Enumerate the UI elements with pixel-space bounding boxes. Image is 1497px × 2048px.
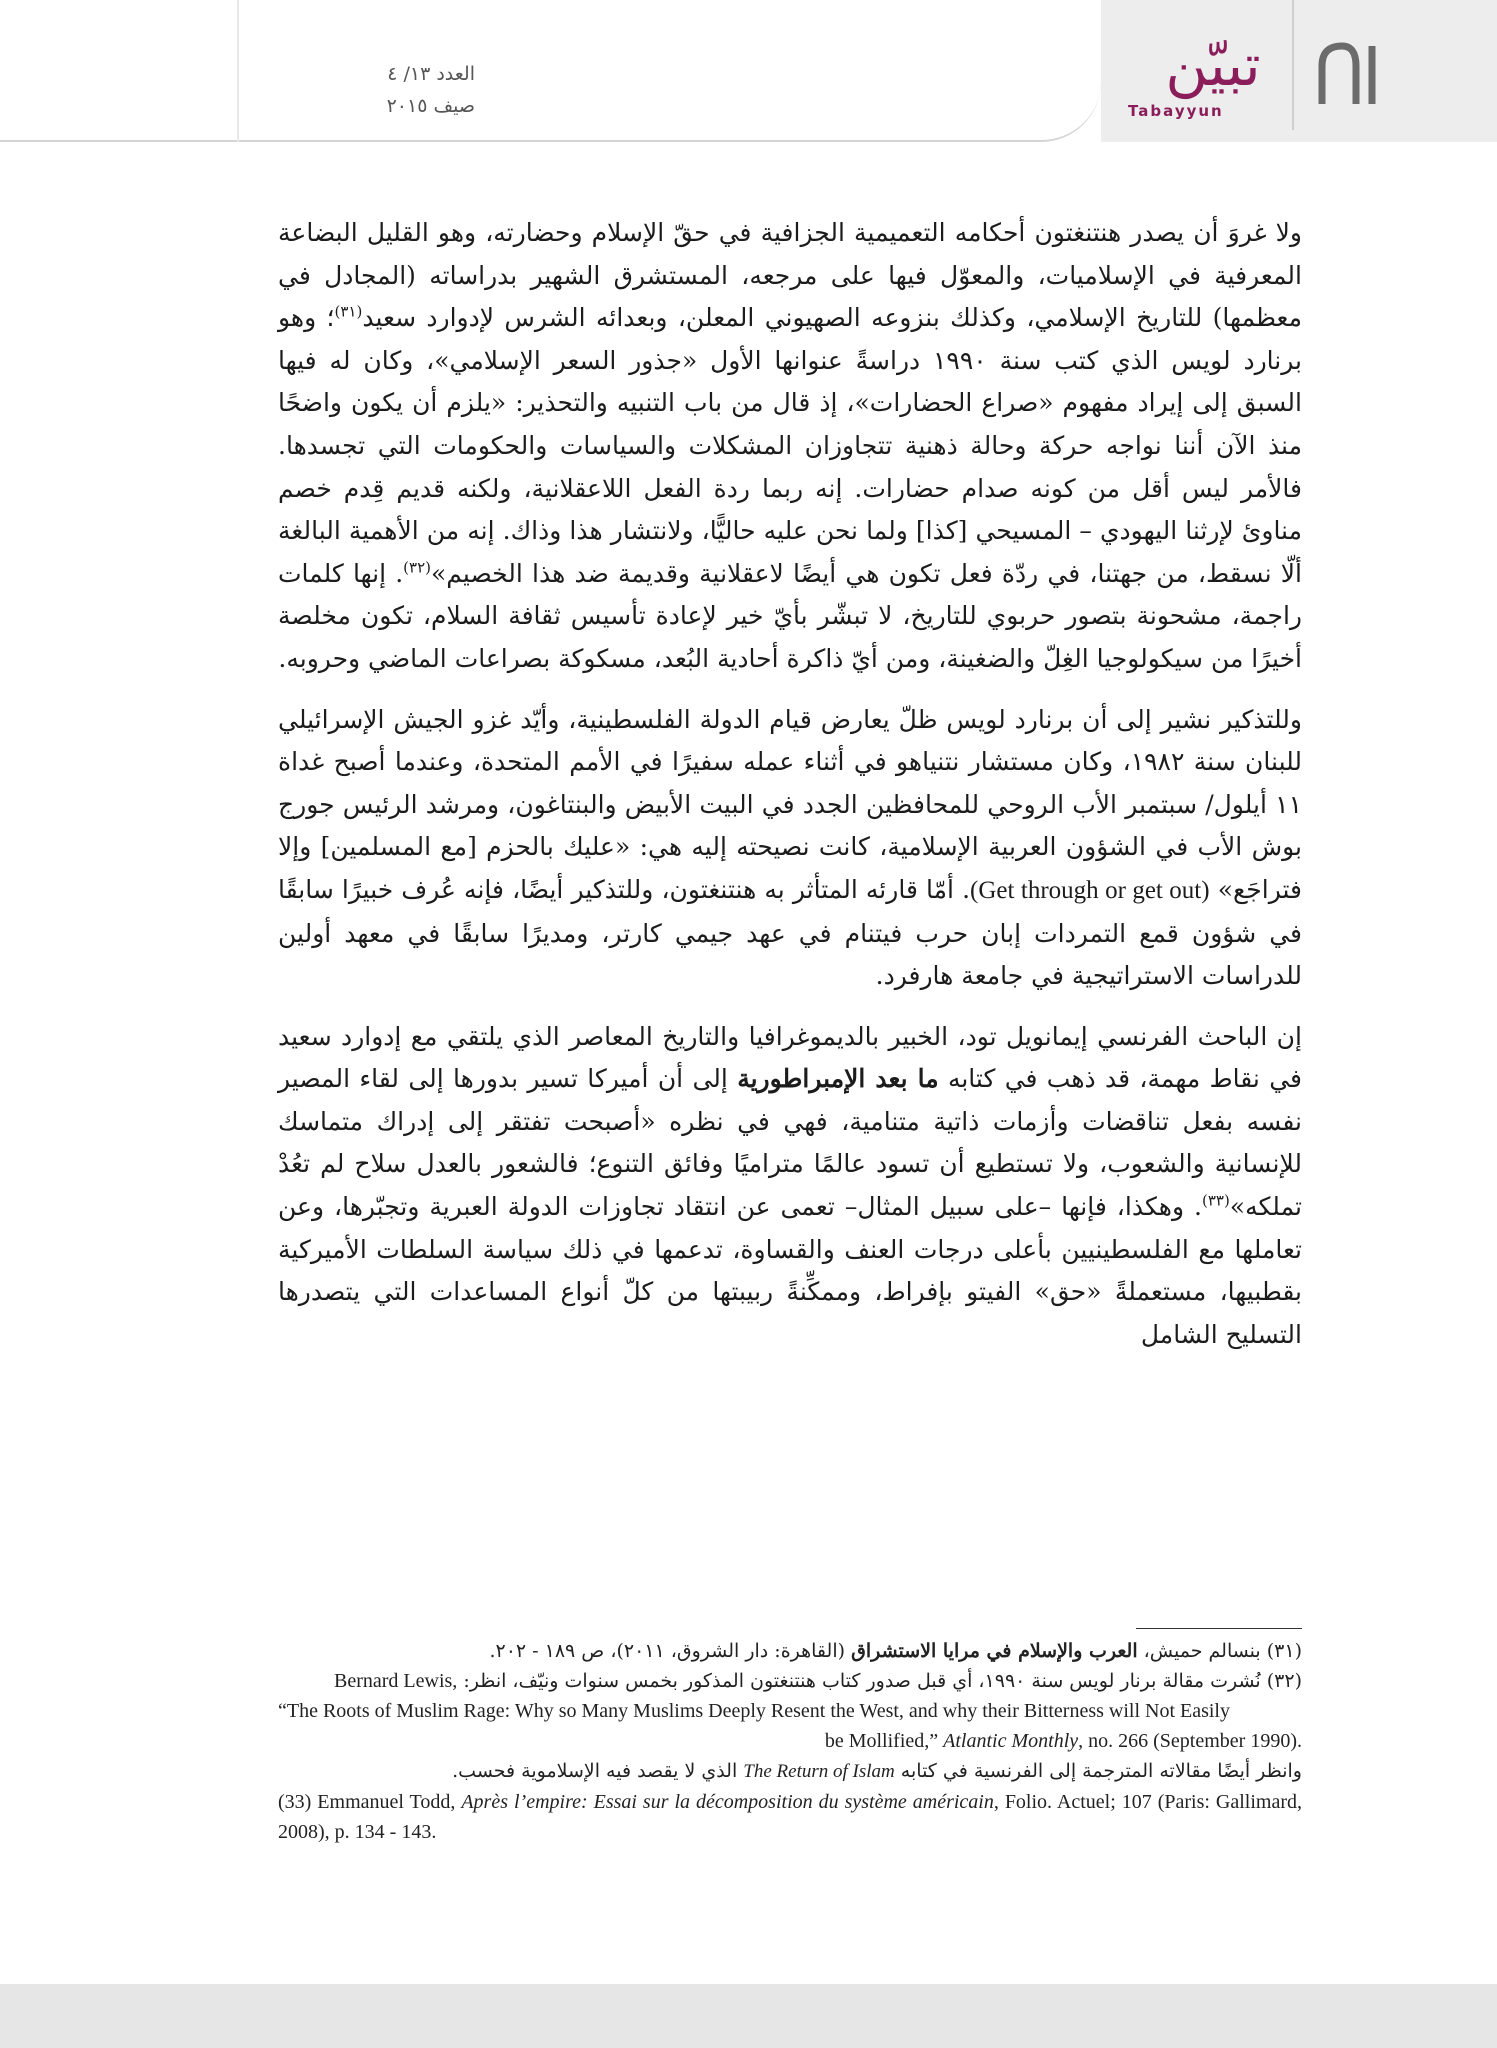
fn32-journal: Atlantic Monthly bbox=[943, 1730, 1079, 1752]
header-divider bbox=[237, 0, 239, 142]
fn33-details: , Folio. Actuel; 107 (Paris: Gallimard, 2008), p. 134 - 143. bbox=[278, 1791, 1302, 1843]
paragraph-1 bbox=[278, 212, 1302, 681]
logo-separator bbox=[1292, 0, 1294, 130]
footnote-ref-33[interactable]: (٣٣) bbox=[1201, 1191, 1230, 1210]
fn31-title: العرب والإسلام في مرايا الاستشراق bbox=[851, 1640, 1138, 1662]
p3-text-b: إلى أن أميركا تسير بدورها إلى لقاء المصير نفسه بفعل تناقضات وأزمات ذاتية متنامية، فهي في نظره «أصبحت تفتقر إلى إدراك متماسك للإنسانية والشعوب، ولا تستطيع أن تسود عالمًا متراميًا وفائق التنوع؛ فالشعور بالعدل سلاح لم تعُدْ تملكه» bbox=[278, 1064, 1302, 1222]
footnote-ref-32[interactable]: (٣٢) bbox=[403, 558, 431, 577]
fn33-author: (33) Emmanuel Todd, bbox=[278, 1791, 462, 1813]
fn32b-pre: وانظر أيضًا مقالاته المترجمة إلى الفرنسية في كتابه bbox=[894, 1760, 1302, 1782]
footer-band bbox=[0, 1984, 1497, 2048]
paragraph-2 bbox=[278, 699, 1302, 998]
fn32-arabic: (٣٢) نُشرت مقالة برنار لويس سنة ١٩٩٠، أي قبل صدور كتاب هنتنغتون المذكور بخمس سنوات ونيّف، انظر: bbox=[457, 1670, 1302, 1692]
fn33-title: Après l’empire: Essai sur la décomposition du système américain bbox=[461, 1791, 994, 1813]
footnote-33 bbox=[278, 1787, 1302, 1847]
footnotes bbox=[278, 1636, 1302, 1847]
p2-text-a: وللتذكير نشير إلى أن برنارد لويس ظلّ يعارض قيام الدولة الفلسطينية، وأيّد غزو الجيش الإسرائيلي للبنان سنة ١٩٨٢، وكان مستشار نتنياهو في أثناء عمله سفيرًا في الأمم المتحدة، وعندما أصبح غداة ١١ أيلول/ سبتمبر الأب الروحي للمحافظين الجدد في البيت الأبيض والبنتاغون، ومرشد الرئيس جورج بوش الأب في الشؤون العربية الإسلامية، كانت نصيحته إليه هي: «عليك بالحزم [مع المسلمين] وإلا فتراجَع» bbox=[278, 704, 1303, 904]
footnote-ref-31[interactable]: (٣١) bbox=[334, 302, 363, 321]
fn32-cont: be Mollified,” bbox=[824, 1730, 939, 1752]
article-body bbox=[278, 212, 1302, 1374]
footnote-32-en-cont bbox=[278, 1726, 1302, 1756]
footnote-32b bbox=[278, 1756, 1302, 1787]
header-card bbox=[0, 0, 1101, 142]
fn31-details: (القاهرة: دار الشروق، ٢٠١١)، ص ١٨٩ - ٢٠٢. bbox=[489, 1640, 852, 1662]
fn31-author: (٣١) بنسالم حميش، bbox=[1137, 1640, 1302, 1662]
p3-text-c: . وهكذا، فإنها –على سبيل المثال– تعمى عن انتقاد تجاوزات الدولة العبرية وتجبّرها، وعن تعاملها مع الفلسطينيين بأعلى درجات العنف والقساوة، تدعمها في ذلك سياسة السلطات الأميركية بقطبيها، مستعملةً «حق» الفيتو بإفراط، وممكِّنةً ربيبتها من كلّ أنواع المساعدات التي يتصدرها التسليح الشامل bbox=[278, 1192, 1302, 1349]
issue-info bbox=[275, 58, 475, 122]
footnote-32 bbox=[278, 1666, 1302, 1696]
issue-season: صيف ٢٠١٥ bbox=[386, 95, 475, 117]
p1-text-b: ؛ وهو برنارد لويس الذي كتب سنة ١٩٩٠ دراسةً عنوانها الأول «جذور السعر الإسلامي»، وكان له فيها السبق إلى إيراد مفهوم «صراع الحضارات»، إذ قال من باب التنبيه والتحذير: «يلزم أن يكون واضحًا منذ الآن أننا نواجه حركة وحالة ذهنية تتجاوزان المشكلات والسياسات والحكومات التي تجسدها. فالأمر ليس أقل من كونه صدام حضارات. إنه ربما ردة الفعل اللاعقلانية، ولكنه قديم قِدم خصم مناوئ لإرثنا اليهودي – المسيحي [كذا] ولما نحن عليه حاليًّا، ولانتشار هذا وذاك. إنه من الأهمية البالغة ألّا نسقط، من جهتنا، في ردّة فعل تكون هي أيضًا لاعقلانية وقديمة ضد هذا الخصيم» bbox=[278, 303, 1303, 588]
logo-arabic: تبيّن bbox=[1165, 31, 1261, 99]
logo-latin: Tabayyun bbox=[1128, 102, 1224, 120]
p2-text-b: . أمّا قارئه المتأثر به هنتنغتون، وللتذكير أيضًا، فإنه عُرف خبيرًا سابقًا في شؤون قمع التمردات إبان حرب فيتنام في عهد جيمي كارتر، ومديرًا سابقًا في معهد أولين للدراسات الاستراتيجية في جامعة هارفرد. bbox=[278, 874, 1302, 991]
p3-text-a: إن الباحث الفرنسي إيمانويل تود، الخبير بالديموغرافيا والتاريخ المعاصر الذي يلتقي مع إدوارد سعيد في نقاط مهمة، قد ذهب في كتابه bbox=[278, 1021, 1303, 1094]
p2-english-quote: (Get through or get out) bbox=[970, 876, 1210, 904]
footnote-rule bbox=[1136, 1628, 1302, 1629]
issue-number: العدد ١٣/ ٤ bbox=[387, 63, 475, 85]
footnote-31 bbox=[278, 1636, 1302, 1666]
footnote-32-en-line: “The Roots of Muslim Rage: Why so Many Muslims Deeply Resent the West, and why their Bitterness will Not Easily bbox=[278, 1700, 1230, 1722]
page-number bbox=[1316, 36, 1392, 106]
p1-text-a: ولا غروَ أن يصدر هنتنغتون أحكامه التعميمية الجزافية في حقّ الإسلام وحضارته، وهو القليل البضاعة المعرفية في الإسلاميات، والمعوّل فيها على مرجعه، المستشرق الشهير بدراساته (المجادل في معظمها) للتاريخ الإسلامي، وكذلك بنزوعه الصهيوني المعلن، وبعدائه الشرس لإدوارد سعيد bbox=[278, 218, 1302, 333]
paragraph-3 bbox=[278, 1016, 1302, 1357]
fn32b-title: The Return of Islam bbox=[743, 1761, 895, 1782]
journal-logo bbox=[1118, 30, 1298, 130]
fn32-author: Bernard Lewis, bbox=[334, 1670, 458, 1692]
page-number-glyph-icon bbox=[1316, 36, 1392, 106]
fn32b-post: الذي لا يقصد فيه الإسلاموية فحسب. bbox=[452, 1760, 744, 1782]
p3-book-title: ما بعد الإمبراطورية bbox=[737, 1064, 939, 1094]
fn32-end: , no. 266 (September 1990). bbox=[1078, 1730, 1302, 1752]
p1-text-c: . إنها كلمات راجمة، مشحونة بتصور حربوي للتاريخ، لا تبشّر بأيّ خير لإعادة تأسيس ثقافة السلام، تكون مخلصة أخيرًا من سيكولوجيا الغِلّ والضغينة، ومن أيّ ذاكرة أحادية البُعد، مسكوكة بصراعات الماضي وحروبه. bbox=[278, 558, 1302, 673]
